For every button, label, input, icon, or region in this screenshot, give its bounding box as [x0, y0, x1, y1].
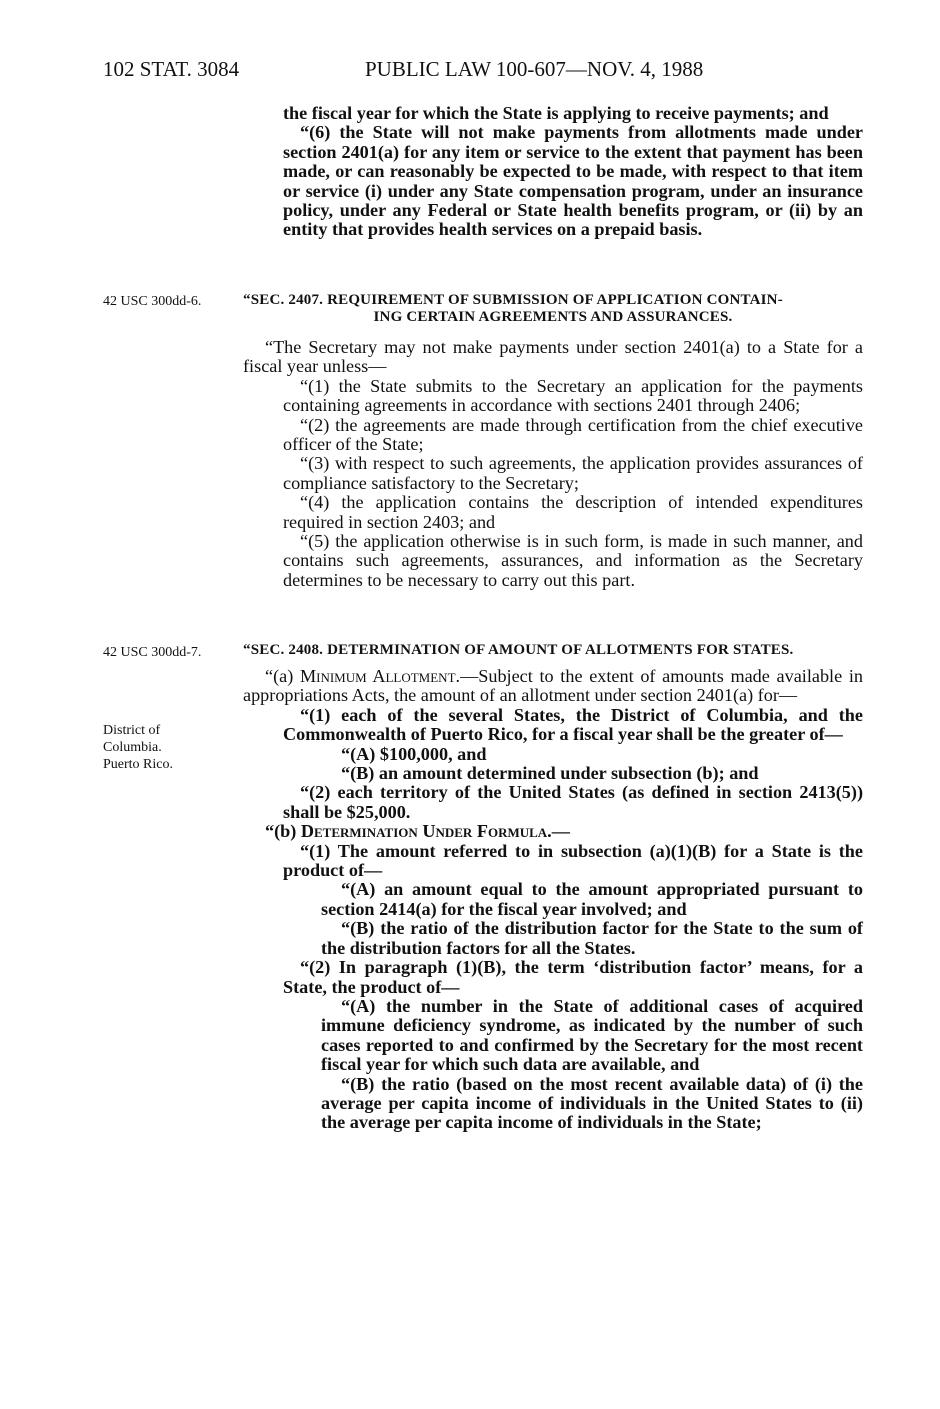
section-2407-item-4: “(4) the application contains the description of intended expenditures required in section 2403; and [283, 492, 863, 532]
subsection-b-1: “(1) The amount referred to in subsection (a)(1)(B) for a State is the product of— [283, 840, 863, 881]
section-2408-heading: “SEC. 2408. DETERMINATION OF AMOUNT OF ALLOTMENTS FOR STATES. [243, 642, 794, 658]
subsection-b [243, 822, 863, 841]
section-2407-item-3: “(3) with respect to such agreements, the application provides assurances of compliance satisfactory to the Secretary; [283, 453, 863, 493]
subsection-b-title: Determination Under Formula [300, 821, 548, 842]
section-2407-item-1: “(1) the State submits to the Secretary an application for the payments containing agreements in accordance with sections 2401 through 2406; [283, 375, 863, 416]
running-header: PUBLIC LAW 100-607—NOV. 4, 1988 [365, 57, 704, 81]
subsection-a [243, 667, 863, 706]
section-2407-item-5: “(5) the application otherwise is in such form, is made in such manner, and contains such agreements, assurances, and information as the Secretary determines to be necessary to carry out this part. [283, 531, 863, 590]
continuation-paragraph: the fiscal year for which the State is applying to receive payments; and [283, 103, 829, 123]
section-2407-heading-line1: “SEC. 2407. REQUIREMENT OF SUBMISSION OF APPLICATION CONTAIN- [243, 292, 783, 308]
section-2407-item-2: “(2) the agreements are made through certification from the chief executive officer of the State; [283, 414, 863, 455]
section-2407-intro: “The Secretary may not make payments under section 2401(a) to a State for a fiscal year unless— [243, 337, 863, 377]
section-2407 [243, 292, 863, 590]
margin-citation-300dd-7: 42 USC 300dd-7. [103, 645, 202, 660]
subsection-a-open: “(a) [265, 666, 300, 686]
subsection-b-2: “(2) In paragraph (1)(B), the term ‘distribution factor’ means, for a State, the product of— [283, 957, 863, 997]
subsection-b-2-A: “(A) the number in the State of additional cases of acquired immune deficiency syndrome, as indicated by the number of such cases reported to and confirmed by the Secretary for the most recent fiscal year for which such data are available, and [321, 995, 863, 1075]
section-2407-heading-line2: ING CERTAIN AGREEMENTS AND ASSURANCES. [373, 309, 733, 325]
subsection-a-text: .—Subject to the extent of amounts made available in appropriations Acts, the amount of an allotment under section 2401(a) for— [243, 666, 863, 706]
margin-note-district-puerto-rico [103, 722, 173, 773]
subsection-a-title: Minimum Allotment [299, 666, 456, 686]
subsection-b-dash: .— [547, 821, 570, 842]
subsection-a-1-A: “(A) $100,000, and [341, 743, 487, 764]
subsection-b-1-A: “(A) an amount equal to the amount appropriated pursuant to section 2414(a) for the fiscal year involved; and [321, 879, 863, 919]
margin-note-line-1: District of [103, 723, 161, 738]
margin-citation-300dd-6: 42 USC 300dd-6. [103, 294, 202, 309]
paragraph-6: “(6) the State will not make payments from allotments made under section 2401(a) for any item or service to the extent that payment has been made, or can reasonably be expected to be made, with respect to that item or service (i) under any State compensation program, under an insurance policy, under any Federal or State health benefits program, or (ii) by an entity that provides health services on a prepaid basis. [283, 122, 863, 240]
subsection-b-open: “(b) [265, 821, 301, 842]
margin-note-line-3: Puerto Rico. [103, 757, 173, 772]
subsection-b-2-B: “(B) the ratio (based on the most recent available data) of (i) the average per capita income of individuals in the United States to (ii) the average per capita income of individuals in the State; [321, 1073, 863, 1133]
section-2408 [243, 642, 863, 1133]
subsection-a-2: “(2) each territory of the United States (as defined in section 2413(5)) shall be $25,000. [283, 782, 863, 822]
subsection-a-1-B: “(B) an amount determined under subsection (b); and [341, 763, 759, 784]
top-continuation-block [243, 104, 863, 240]
margin-note-line-2: Columbia. [103, 740, 162, 755]
subsection-b-1-B: “(B) the ratio of the distribution factor for the State to the sum of the distribution factors for all the States. [321, 918, 863, 958]
stat-page-number: 102 STAT. 3084 [103, 57, 240, 81]
subsection-a-1: “(1) each of the several States, the District of Columbia, and the Commonwealth of Puerto Rico, for a fiscal year shall be the greater of— [283, 704, 863, 745]
